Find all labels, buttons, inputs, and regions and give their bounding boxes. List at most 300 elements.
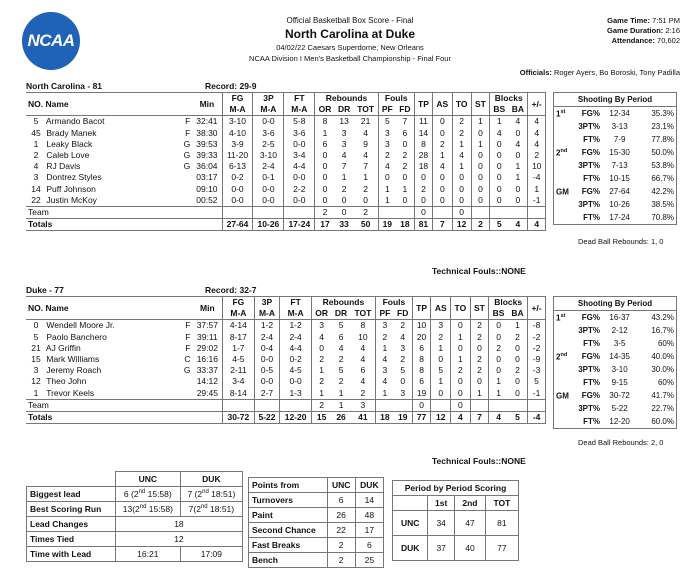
empty [192, 206, 222, 218]
player-pf: 0 [378, 172, 396, 183]
totals-as: 7 [433, 219, 452, 231]
player-number: 1 [33, 387, 39, 398]
shooting-period-ordinal: st [560, 312, 566, 319]
points-from-duk: 25 [355, 553, 383, 568]
player-ba: 4 [515, 116, 521, 127]
period-row [393, 511, 519, 536]
player-tp: 10 [412, 320, 431, 332]
empty [180, 411, 192, 423]
shooting-pct: 66.7% [637, 172, 676, 185]
totals-ft: 17-24 [284, 219, 315, 231]
player-st: 0 [471, 161, 489, 172]
col-pf: PF [378, 104, 396, 116]
shooting-stat-label: FT% [583, 174, 600, 183]
empty [490, 206, 509, 218]
player-row [26, 388, 546, 400]
col-tot: TOT [354, 308, 372, 319]
player-name-text: Brady Manek [46, 127, 97, 138]
player-number: 21 [31, 342, 41, 353]
player-to: 2 [451, 365, 471, 376]
player-to: 0 [452, 195, 471, 207]
shooting-pct: 60% [637, 376, 676, 389]
player-bs: 0 [490, 195, 509, 207]
player-name [26, 161, 180, 172]
shooting-made: 14-35 [609, 352, 630, 361]
player-ft: 4-4 [284, 161, 315, 172]
player-bs: 0 [490, 139, 509, 150]
player-min: 38:30 [196, 127, 218, 138]
shooting-stat-label: FT% [583, 378, 600, 387]
player-name [26, 116, 180, 128]
player-row [26, 320, 546, 332]
player-tot: 0 [363, 194, 368, 205]
empty [284, 206, 315, 218]
player-fd: 2 [400, 354, 406, 365]
player-or: 0 [315, 161, 335, 172]
player-name [26, 354, 180, 365]
player-as: 1 [431, 376, 451, 387]
player-st: 2 [470, 365, 489, 376]
shooting-stat-label: 3PT% [578, 365, 600, 374]
shooting-pct: 40.0% [637, 350, 676, 363]
player-fg: 0-2 [222, 172, 253, 183]
player-fg: 4-10 [222, 128, 253, 139]
player-plus-minus: -4 [528, 172, 546, 183]
player-st: 0 [471, 128, 489, 139]
player-dr: 4 [338, 342, 344, 353]
shooting-made: 12-34 [609, 109, 630, 118]
officials-label: Officials: [519, 68, 552, 77]
player-as: 1 [433, 150, 452, 161]
player-tot: 4 [363, 150, 368, 161]
player-3p: 0-0 [253, 195, 284, 207]
game-info [607, 16, 680, 46]
biggest-lead-unc-time: 15:58) [145, 489, 172, 499]
player-as: 0 [433, 195, 452, 207]
player-ba: 2 [515, 331, 520, 342]
team-or: 2 [315, 206, 335, 218]
lead-changes-value: 18 [115, 517, 242, 532]
shooting-stat [554, 198, 603, 211]
shooting-pct: 70.8% [637, 211, 676, 225]
shooting-made: 2-12 [611, 326, 628, 335]
shooting-period-ordinal: nd [560, 351, 568, 358]
shooting-stat-label: FG% [581, 390, 600, 400]
player-tot: 9 [363, 138, 368, 149]
shooting-period: 2 [556, 352, 561, 362]
player-as: 2 [431, 332, 451, 343]
col-no-name: NO. Name [28, 98, 69, 109]
player-ba: 1 [515, 320, 520, 331]
player-min: 16:16 [196, 354, 218, 365]
player-number: 2 [33, 150, 39, 161]
col-st: ST [470, 297, 489, 320]
col-dr: DR [337, 104, 351, 115]
col-ft: FT [284, 93, 315, 105]
best-run-unc [115, 502, 180, 517]
player-number: 14 [31, 183, 41, 194]
totals-pf: 19 [378, 219, 396, 231]
team-dr: 1 [338, 399, 344, 410]
empty [489, 399, 508, 411]
matchup-title: North Carolina at Duke [284, 27, 416, 41]
points-from-label: Fast Breaks [249, 538, 328, 553]
player-dr: 3 [341, 127, 347, 138]
player-tot: 2 [360, 387, 366, 398]
points-from-unc: 6 [327, 493, 355, 508]
player-name [26, 172, 180, 183]
time-with-lead-duk: 17:09 [180, 547, 242, 562]
shooting-stat-label: FT% [583, 417, 600, 426]
player-number: 3 [33, 172, 39, 183]
player-pf: 1 [378, 195, 396, 207]
player-row [26, 172, 546, 183]
player-ba: 4 [515, 138, 521, 149]
player-tp: 11 [414, 116, 432, 128]
officials [520, 68, 680, 77]
player-to: 2 [452, 116, 471, 128]
col-fg: FG [223, 297, 254, 309]
player-row [26, 343, 546, 354]
player-bs: 0 [490, 161, 509, 172]
player-number: 4 [33, 161, 39, 172]
period-1st: 37 [428, 536, 455, 561]
player-dr: 0 [341, 194, 347, 205]
empty [180, 399, 192, 411]
player-name [26, 320, 180, 332]
team-tot: 2 [363, 206, 368, 217]
player-st: 2 [470, 354, 489, 365]
shooting-row [554, 324, 677, 337]
shooting-stat [554, 363, 603, 376]
col-3p: 3P [253, 93, 284, 105]
game-time: 7:51 PM [652, 16, 680, 25]
player-or: 6 [315, 139, 335, 150]
player-or: 0 [315, 195, 335, 207]
player-number: 12 [31, 376, 41, 387]
player-3p: 2-7 [254, 388, 280, 400]
shooting-stat [554, 107, 603, 121]
player-min: 39:11 [197, 331, 218, 342]
player-name [26, 365, 180, 376]
shooting-stat-label: 3PT% [578, 200, 600, 209]
empty [223, 399, 254, 411]
player-st: 0 [471, 172, 489, 183]
player-to: 0 [451, 320, 471, 332]
player-as: 2 [433, 139, 452, 150]
player-number: 3 [33, 365, 39, 376]
shooting-stat-label: FT% [583, 339, 600, 348]
player-tp: 14 [414, 128, 432, 139]
empty [508, 206, 527, 218]
player-pf: 3 [378, 128, 396, 139]
totals-plus-minus: 4 [528, 219, 546, 231]
player-name-text: Justin McKoy [46, 194, 97, 205]
player-tot: 1 [363, 172, 368, 183]
shooting-stat [554, 211, 603, 225]
points-from-row [249, 508, 384, 523]
officials-names: Roger Ayers, Bo Boroski, Tony Padilla [553, 68, 680, 77]
player-ba: 0 [515, 387, 520, 398]
shooting-row [554, 337, 677, 350]
player-ft: 3-6 [284, 128, 315, 139]
player-or: 3 [311, 320, 331, 332]
player-dr: 5 [338, 365, 344, 376]
col-to: TO [451, 297, 471, 320]
totals-row [26, 411, 546, 423]
player-3p: 0-1 [253, 172, 284, 183]
player-fd: 0 [402, 138, 408, 149]
duke-record: Record: 32-7 [205, 285, 257, 295]
event-name: NCAA Division I Men's Basketball Championship - Final Four [249, 54, 451, 63]
player-name [26, 128, 180, 139]
empty [378, 206, 396, 218]
player-bs: 1 [489, 388, 508, 400]
player-dr: 1 [341, 172, 347, 183]
player-fg: 3-9 [222, 139, 253, 150]
player-ft: 0-0 [284, 139, 315, 150]
totals-tot: 41 [358, 411, 368, 422]
shooting-row [554, 120, 677, 133]
points-from-duk: 6 [355, 538, 383, 553]
period-team: DUK [393, 536, 428, 561]
shooting-row [554, 172, 677, 185]
totals-as: 12 [431, 411, 451, 423]
shooting-stat [554, 133, 603, 146]
shooting-made: 10-15 [609, 174, 630, 183]
player-fg: 4-5 [223, 354, 254, 365]
player-dr: 13 [339, 116, 349, 127]
player-fd: 3 [400, 342, 406, 353]
player-ba: 0 [515, 127, 521, 138]
team-or: 2 [311, 399, 331, 411]
col-3p-ma: M-A [254, 308, 280, 320]
player-pf: 2 [376, 332, 394, 343]
player-tot: 4 [363, 127, 368, 138]
team-to: 0 [452, 206, 471, 218]
biggest-lead-label: Biggest lead [27, 487, 116, 502]
player-fd: 1 [402, 183, 408, 194]
points-from-label: Paint [249, 508, 328, 523]
unc-shooting-rows [554, 107, 677, 225]
player-to: 1 [451, 354, 471, 365]
empty [431, 399, 451, 411]
col-rebounds: Rebounds [315, 93, 378, 105]
player-tot: 4 [360, 376, 366, 387]
player-ft: 4-5 [280, 365, 311, 376]
player-row [26, 354, 546, 365]
player-pos: F [185, 320, 191, 331]
col-as: AS [431, 297, 451, 320]
shooting-pct: 43.2% [637, 311, 676, 325]
empty [508, 399, 528, 411]
player-fg: 8-14 [223, 388, 254, 400]
best-run-label: Best Scoring Run [27, 502, 116, 517]
unc-shooting-title: Shooting By Period [554, 93, 677, 107]
empty [254, 399, 280, 411]
player-to: 0 [452, 184, 471, 195]
player-name [26, 150, 180, 161]
player-ft: 0-0 [284, 195, 315, 207]
player-name [26, 332, 180, 343]
points-from-duk: 17 [355, 523, 383, 538]
player-fg: 0-0 [222, 184, 253, 195]
time-with-lead-unc: 16:21 [115, 547, 180, 562]
shooting-stat [554, 159, 603, 172]
player-ft: 1-3 [280, 388, 311, 400]
player-tot: 8 [360, 320, 366, 331]
player-st: 1 [471, 116, 489, 128]
player-st: 0 [470, 376, 489, 387]
player-pos: G [183, 138, 191, 149]
attendance-label: Attendance: [611, 36, 655, 45]
player-fg: 4-14 [223, 320, 254, 332]
shooting-row [554, 198, 677, 211]
shooting-made: 7-9 [613, 135, 626, 144]
player-ft: 0-0 [280, 376, 311, 387]
player-min: 00:52 [196, 194, 218, 205]
col-blocks: Blocks [489, 297, 528, 309]
player-row [26, 365, 546, 376]
player-dr: 1 [338, 387, 344, 398]
player-number: 45 [31, 127, 41, 138]
player-3p: 2-4 [254, 332, 280, 343]
player-name-text: Jeremy Roach [46, 365, 102, 376]
player-tp: 18 [414, 161, 432, 172]
totals-tp: 81 [414, 219, 432, 231]
shooting-stat-label: 3PT% [578, 404, 600, 413]
shooting-stat [554, 389, 603, 402]
player-as: 0 [431, 354, 451, 365]
period-1st: 34 [428, 511, 455, 536]
player-plus-minus: -1 [528, 388, 546, 400]
period-2nd: 40 [455, 536, 486, 561]
best-run-duk-value: 7(2 [188, 504, 201, 514]
points-from-label: Turnovers [249, 493, 328, 508]
totals-ba: 5 [515, 411, 520, 422]
unc-technical-fouls: Technical Fouls::NONE [432, 266, 526, 276]
empty [470, 399, 489, 411]
times-tied-value: 12 [115, 532, 242, 547]
player-pos: F [185, 116, 191, 127]
leads-header-unc: UNC [115, 472, 180, 487]
player-name-text: AJ Griffin [45, 342, 81, 353]
shooting-row [554, 376, 677, 389]
points-from-row [249, 538, 384, 553]
col-min: Min [199, 98, 215, 109]
player-pos: G [183, 161, 191, 172]
points-from-duk: 48 [355, 508, 383, 523]
shooting-stat [554, 146, 603, 159]
player-as: 0 [433, 116, 452, 128]
points-from-unc: 2 [327, 553, 355, 568]
col-ft: FT [280, 297, 311, 309]
times-tied-label: Times Tied [27, 532, 116, 547]
player-number: 0 [33, 320, 39, 331]
player-dr: 7 [341, 161, 347, 172]
biggest-lead-duk [180, 487, 242, 502]
col-to: TO [452, 93, 471, 116]
totals-tot: 50 [360, 219, 371, 230]
player-tot: 7 [363, 161, 368, 172]
player-st: 1 [470, 388, 489, 400]
player-pos: C [184, 354, 191, 365]
totals-fg: 30-72 [223, 411, 254, 423]
player-st: 1 [471, 139, 489, 150]
player-st: 2 [470, 332, 489, 343]
player-plus-minus: 5 [528, 376, 546, 387]
player-row [26, 184, 546, 195]
player-min: 09:10 [196, 183, 218, 194]
player-3p: 2-5 [253, 139, 284, 150]
shooting-stat-label: FT% [583, 135, 600, 144]
player-ft: 5-8 [284, 116, 315, 128]
player-tot: 6 [360, 365, 366, 376]
points-from-row [249, 523, 384, 538]
shooting-pct: 77.8% [637, 133, 676, 146]
player-or: 1 [311, 365, 331, 376]
totals-or: 15 [311, 411, 331, 423]
empty [192, 411, 222, 423]
player-row [26, 332, 546, 343]
player-as: 4 [433, 161, 452, 172]
player-tp: 19 [412, 388, 431, 400]
duration-label: Game Duration: [607, 26, 664, 35]
team-row [26, 206, 546, 218]
shooting-made: 12-20 [609, 417, 630, 426]
shooting-pct: 38.5% [637, 198, 676, 211]
player-plus-minus: -3 [528, 365, 546, 376]
player-name-text: Trevor Keels [46, 387, 95, 398]
player-tot: 4 [360, 354, 366, 365]
player-number: 5 [33, 331, 39, 342]
unc-dead-ball-rebounds: Dead Ball Rebounds: 1, 0 [578, 237, 664, 246]
player-3p: 0-0 [254, 376, 280, 387]
shooting-period: 1 [556, 313, 561, 323]
col-3p-ma: M-A [253, 104, 284, 116]
empty [253, 206, 284, 218]
player-tot: 4 [360, 342, 366, 353]
player-tp: 8 [414, 139, 432, 150]
player-number: 1 [33, 138, 39, 149]
player-min: 33:37 [196, 365, 218, 376]
shooting-made: 3-5 [613, 339, 626, 348]
player-name-text: Paolo Banchero [46, 331, 107, 342]
shooting-stat-label: FG% [581, 351, 600, 361]
points-from-header-duk: DUK [355, 478, 383, 493]
player-plus-minus: 4 [528, 139, 546, 150]
player-min: 39:33 [196, 150, 218, 161]
shooting-made: 7-13 [611, 161, 628, 170]
player-fd: 0 [402, 194, 408, 205]
player-tp: 28 [414, 150, 432, 161]
empty [192, 219, 222, 231]
totals-3p: 5-22 [254, 411, 280, 423]
player-row [26, 116, 546, 128]
shooting-pct: 60% [637, 337, 676, 350]
empty [222, 206, 253, 218]
player-ft: 2-2 [284, 184, 315, 195]
player-name-text: RJ Davis [46, 161, 81, 172]
empty [396, 206, 414, 218]
shooting-pct: 30.0% [637, 363, 676, 376]
shooting-pct: 16.7% [637, 324, 676, 337]
best-run-duk-time: 18:51) [207, 504, 235, 514]
team-label: Team [28, 206, 49, 217]
totals-tp: 77 [412, 411, 431, 423]
player-as: 5 [431, 365, 451, 376]
player-row [26, 376, 546, 387]
